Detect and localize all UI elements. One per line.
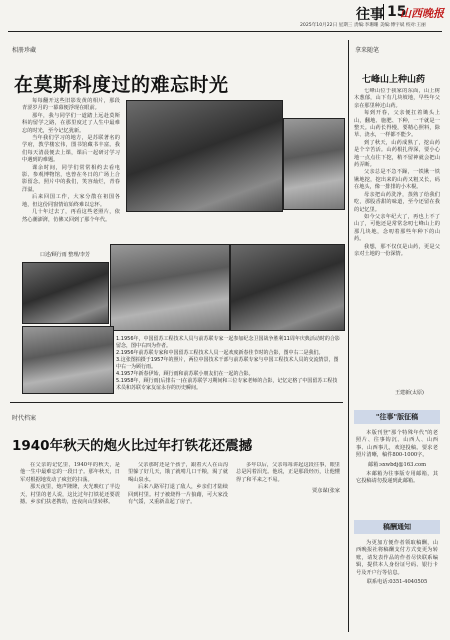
photo-1-group [126,100,283,212]
notice-contact: 联系电话:0351-4040505 [366,579,428,586]
caption-2: 2.1956年前苏联专家和中国留苏工程技术人员一起欢度新春佳节时的合影，图中右二是我们。 [116,350,324,356]
paper-logo: 山西晚报 [400,7,444,20]
main-article-intro: 每每翻开这些旧影发黄的相片，那段青涩岁月的一幕幕便浮现在眼前。 那年，我与同学们一道踏上远赴莫斯科的留学之路，在那里度过了人生中最难忘的时光，至今记忆犹新。 当年我们学习的地方，是苏联著名的学府，教学楼宏伟，图书馆藏书丰富。我们每天清晨便去上课，课后一起研讨学习中遇到的难题。 课余时间，同学们常常相约去看电影、参观博物馆，也曾在冬日的广场上合影留念。照片中的我们，笑容灿烂，青春洋溢。 后来回国工作，大家分散在祖国各地，但这份同窗情谊始终难以忘怀。 几十年过去了，再看这些老照片，依然心潮澎湃，仿佛又回到了那个年代。 [22,98,120,223]
photo-6-group [22,326,114,394]
call-for-papers-body: 本版刊登"那个特殊年代"的老照片、往事钩沉、山西人、山西事、山西事儿，欢迎投稿。要求老照片清晰，稿件800-1000字。 邮箱:sxwbdj@163.com 本邮箱为往事版专用邮箱，其它投稿请勿投递到此邮箱。 [356,430,438,485]
caption-4: 4.1957年新春伊始，顾行雨和前苏联小朋友们在一起的合影。 [116,371,254,377]
section-tag-essay: 拿来随笔 [355,47,380,54]
section-divider [10,402,343,403]
right-article-author: 王建新(太原) [395,390,424,396]
second-article-col-1: 在父亲的记忆里，1940年的秋天，是他一生中最难忘的一段日子。那年秋天，日军对根据地发动了疯狂的扫荡。 那天夜里，炮声隆隆，火光映红了半边天，村里的老人说，这比过年打铁花还要震撼。乡亲们扶老携幼，连夜向山里转移。 [20,462,120,506]
second-article-title: 1940年秋天的炮火比过年打铁花还震撼 [12,438,253,454]
caption-3: 3.这张图拍摄于1957年的照片，两位中国技术干部与前苏联专家与中国工程技术人员的交流情景，图中右一为顾行雨。 [116,357,339,370]
section-tag-archive: 时代档案 [12,415,37,422]
masthead-rule [8,31,442,32]
photo-captions [116,336,342,392]
second-article-author: 贾彦谋(张家 [312,488,340,495]
photo-4-children [110,244,230,331]
masthead-section: 往事 [356,7,384,23]
photo-3-exchange [22,262,109,324]
right-article-title: 七峰山上种山药 [362,75,426,85]
photo-2-group [283,118,345,210]
call-for-papers-head: "往事"版征稿 [354,410,440,424]
second-article-col-2: 父亲那时还是个孩子，跟着大人在山沟里躲了好几天，饿了就啃几口干粮，渴了就喝山泉水。 后来八路军打退了敌人，乡亲们才陆续回到村里。村子被烧得一片狼藉，可大家没有气馁，又重新盖起了房子。 [128,462,228,506]
second-article-col-3: 多年以后，父亲每每讲起这段往事，眼里总是闪着泪光。他说，正是那段经历，让他懂得了和平来之不易。 贾彦谋(张家 [236,462,340,495]
section-tag-album: 相册珍藏 [12,47,37,54]
dateline: 2025年10月22日 星期三 责编:李珊珊 美编:傅宇斌 校对:王丽 [300,23,426,28]
caption-5: 5.1958年，顾行雨(后排右一)在前苏联学习期间和三位专家老师的合影，记忆定格了中国留苏工程技术员和苏联专家友谊永存的历史瞬间。 [116,378,338,391]
notice-body: 为更加方便作者领取稿酬，山西晚报社将稿酬支付方式变更为转账，请发表作品的作者尽快联系编辑，提供本人身份证号码、银行卡号及开户行等信息。 联系电话:0351-4040505 [356,540,438,586]
call-for-papers-email[interactable]: 邮箱:sxwbdj@163.com [367,461,427,468]
photo-5-teachers [230,244,345,331]
column-divider [348,40,349,632]
main-article-title: 在莫斯科度过的难忘时光 [14,74,229,96]
caption-1: 1.1956年，中国留苏工程技术人员与前苏联专家一起参加纪念卫国战争胜利11周年庆典活动时的合影留念，图中右四为作者。 [116,336,340,349]
notice-head: 稿酬通知 [354,520,440,534]
right-article-body: 七峰山位于我家的东面，山上树木葱郁，山下有几块坡地，早些年父亲在那里种过山药。 每到开春，父亲便扛着锄头上山，翻地、施肥、下种，一干就是一整天。山药长得慢，要精心照料，除草、浇水，一样都不能少。 到了秋天，山药成熟了，挖山药是个辛苦活。山药根扎得深，要小心地一点点往下挖，稍不留神就会把山药弄断。 父亲总是不急不躁，一铁锹一铁锹地挖，挖出来的山药又粗又长，码在地头，像一排排的小木棍。 母亲把山药洗净，蒸熟了给我们吃，那股香甜的味道，至今还留在我的记忆里。 如今父亲年纪大了，再也上不了山了，可他还是常常念叨七峰山上的那几块地，念叨着那些年种下的山药。 我想，那不仅仅是山药，更是父亲对土地的一份深情。 [354,88,440,257]
photo-credit: 口述/顾行雨 整理/李芳 [40,252,90,258]
masthead [0,0,450,34]
page-number: 15 [383,4,406,20]
